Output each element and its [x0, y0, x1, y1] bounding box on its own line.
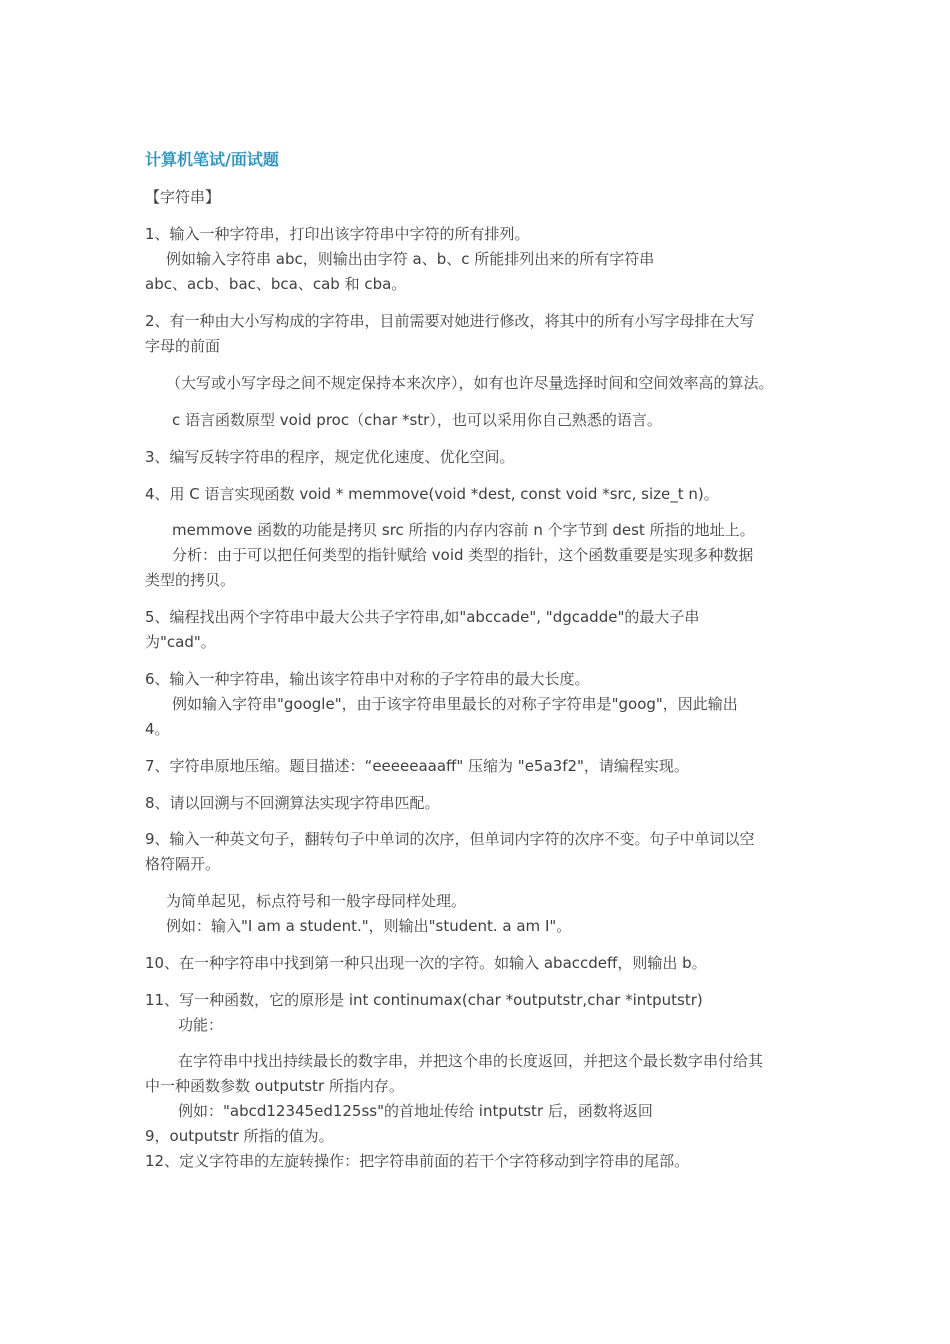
text-line: 类型的拷贝。 [145, 571, 236, 589]
text-line: 1、输入一种字符串，打印出该字符串中字符的所有排列。 [145, 225, 530, 243]
text-line: 7、字符串原地压缩。题目描述：“eeeeeaaaff" 压缩为 "e5a3f2"，请编程实现。 [145, 757, 689, 775]
text-line: abc、acb、bac、bca、cab 和 cba。 [145, 275, 407, 293]
text-line: 6、输入一种字符串，输出该字符串中对称的子字符串的最大长度。 [145, 670, 590, 688]
text-line: 8、请以回溯与不回溯算法实现字符串匹配。 [145, 794, 440, 812]
text-line: 4。 [145, 720, 170, 738]
text-line: 3、编写反转字符串的程序，规定优化速度、优化空间。 [145, 448, 515, 466]
text-line: （大写或小写字母之间不规定保持本来次序），如有也许尽量选择时间和空间效率高的算法。 [166, 374, 774, 392]
text-line: 为"cad"。 [145, 633, 216, 651]
text-line: 例如："abcd12345ed125ss"的首地址传给 intputstr 后，函数将返回 [178, 1102, 653, 1120]
text-line: 12、定义字符串的左旋转操作：把字符串前面的若干个字符移动到字符串的尾部。 [145, 1152, 690, 1170]
text-line: 11、写一种函数，它的原形是 int continumax(char *outputstr,char *intputstr) [145, 991, 703, 1009]
text-line: 4、用 C 语言实现函数 void * memmove(void *dest, const void *src, size_t n)。 [145, 485, 719, 503]
document-title: 计算机笔试/面试题 [145, 150, 279, 169]
text-line: 在字符串中找出持续最长的数字串，并把这个串的长度返回，并把这个最长数字串付给其 [178, 1052, 764, 1070]
text-line: 字母的前面 [145, 337, 221, 355]
text-line: 例如输入字符串"google"，由于该字符串里最长的对称子字符串是"goog"，因此输出 [172, 695, 738, 713]
text-line: 为简单起见，标点符号和一般字母同样处理。 [166, 892, 467, 910]
text-line: 5、编程找出两个字符串中最大公共子字符串,如"abccade", "dgcadde"的最大子串 [145, 608, 700, 626]
text-line: c 语言函数原型 void proc（char *str），也可以采用你自己熟悉的语言。 [172, 411, 662, 429]
text-line: 9，outputstr 所指的值为。 [145, 1127, 334, 1145]
text-line: 9、输入一种英文句子，翻转句子中单词的次序，但单词内字符的次序不变。句子中单词以空 [145, 830, 755, 848]
text-line: 10、在一种字符串中找到第一种只出现一次的字符。如输入 abaccdeff，则输出 b。 [145, 954, 707, 972]
text-line: 格符隔开。 [145, 855, 221, 873]
section-heading: 【字符串】 [145, 188, 221, 206]
text-line: memmove 函数的功能是拷贝 src 所指的内存内容前 n 个字节到 dest 所指的地址上。 [172, 521, 755, 539]
text-line: 2、有一种由大小写构成的字符串，目前需要对她进行修改，将其中的所有小写字母排在大写 [145, 312, 755, 330]
text-line: 中一种函数参数 outputstr 所指内存。 [145, 1077, 404, 1095]
text-line: 分析：由于可以把任何类型的指针赋给 void 类型的指针，这个函数重要是实现多种数据 [172, 546, 754, 564]
text-line: 例如输入字符串 abc，则输出由字符 a、b、c 所能排列出来的所有字符串 [166, 250, 655, 268]
text-line: 功能： [178, 1016, 224, 1034]
text-line: 例如：输入"I am a student."，则输出"student. a am I"。 [166, 917, 572, 935]
